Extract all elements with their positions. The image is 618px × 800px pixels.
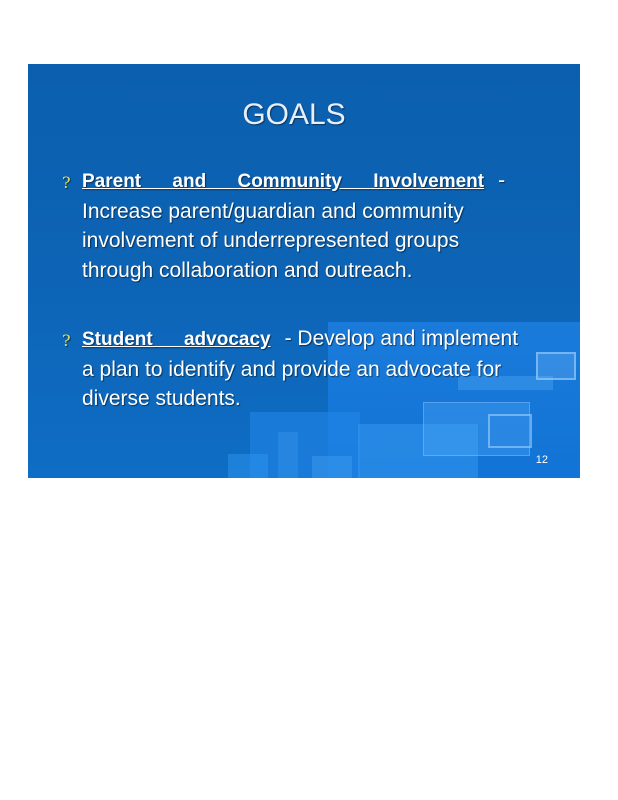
goal-text: Increase parent/guardian and community involvement of underrepresented groups through collaboration and outreach. — [82, 199, 464, 282]
question-mark-bullet-icon: ? — [62, 173, 71, 192]
question-mark-bullet-icon: ? — [62, 331, 71, 350]
goal-heading: Parent and Community Involvement — [82, 171, 485, 192]
decorative-block — [278, 432, 298, 478]
goal-heading: Student advocacy — [82, 329, 271, 350]
goal-separator: - Develop and — [284, 327, 416, 350]
goal-item — [62, 324, 528, 414]
slide — [28, 64, 580, 478]
decorative-frame-icon — [536, 352, 576, 380]
slide-title: GOALS — [242, 98, 346, 131]
page-number: 12 — [535, 454, 548, 466]
goal-separator: - — [498, 169, 506, 192]
decorative-block — [228, 454, 268, 478]
decorative-frame-icon — [488, 414, 532, 448]
goal-item — [62, 166, 528, 285]
goal-text: implement a plan to identify and provide an advocate for diverse students. — [82, 327, 519, 410]
decorative-block — [312, 456, 352, 478]
